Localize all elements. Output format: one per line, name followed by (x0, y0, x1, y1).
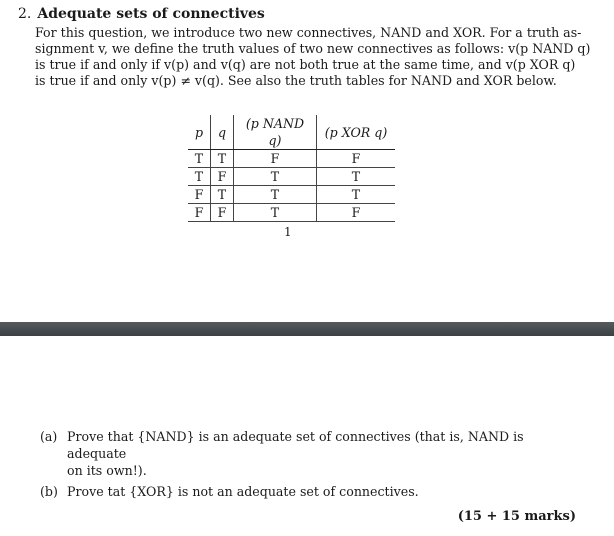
paragraph-line: signment v, we define the truth values of two new connectives as follows: v(p NAND q) (35, 41, 591, 56)
part-a-text-line2: on its own!). (67, 463, 147, 478)
question-parts (40, 428, 580, 504)
paragraph-line: is true if and only if v(p) and v(q) are not both true at the same time, and v(p XOR q) (35, 57, 576, 72)
part-b-text-line1: Prove tat {XOR} is not an adequate set of connectives. (67, 484, 419, 499)
part-b (40, 483, 580, 500)
cell-nand: T (234, 168, 317, 186)
marks-label: (15 + 15 marks) (457, 509, 576, 524)
part-b-label: (b) (40, 484, 58, 499)
part-a-text-line1: Prove that {NAND} is an adequate set of connectives (that is, NAND is adequate (67, 429, 524, 461)
cell-p: T (188, 168, 211, 186)
cell-q: T (211, 150, 234, 168)
cell-nand: T (234, 204, 317, 222)
page-break-separator (0, 322, 614, 336)
paragraph-line: For this question, we introduce two new connectives, NAND and XOR. For a truth as- (35, 25, 582, 40)
header-q: q (211, 115, 234, 150)
question-heading (18, 6, 265, 22)
table-row (188, 150, 395, 168)
cell-p: F (188, 186, 211, 204)
part-a (40, 428, 580, 479)
cell-nand: F (234, 150, 317, 168)
cell-xor: F (317, 150, 396, 168)
cell-xor: T (317, 186, 396, 204)
question-title: Adequate sets of connectives (37, 6, 265, 22)
cell-xor: T (317, 168, 396, 186)
question-paragraph (35, 25, 591, 89)
cell-xor: F (317, 204, 396, 222)
question-number: 2. (18, 6, 32, 22)
part-a-label: (a) (40, 429, 58, 444)
cell-q: F (211, 168, 234, 186)
truth-table-header-row (188, 115, 395, 150)
cell-p: T (188, 150, 211, 168)
cell-p: F (188, 204, 211, 222)
cell-q: F (211, 204, 234, 222)
table-row (188, 186, 395, 204)
page-number: 1 (284, 225, 292, 239)
table-row (188, 204, 395, 222)
truth-table (188, 115, 395, 222)
paragraph-line: is true if and only v(p) ≠ v(q). See also the truth tables for NAND and XOR below. (35, 73, 557, 88)
cell-nand: T (234, 186, 317, 204)
header-p: p (188, 115, 211, 150)
table-row (188, 168, 395, 186)
cell-q: T (211, 186, 234, 204)
header-xor: (p XOR q) (317, 115, 396, 150)
header-nand: (p NAND q) (234, 115, 317, 150)
